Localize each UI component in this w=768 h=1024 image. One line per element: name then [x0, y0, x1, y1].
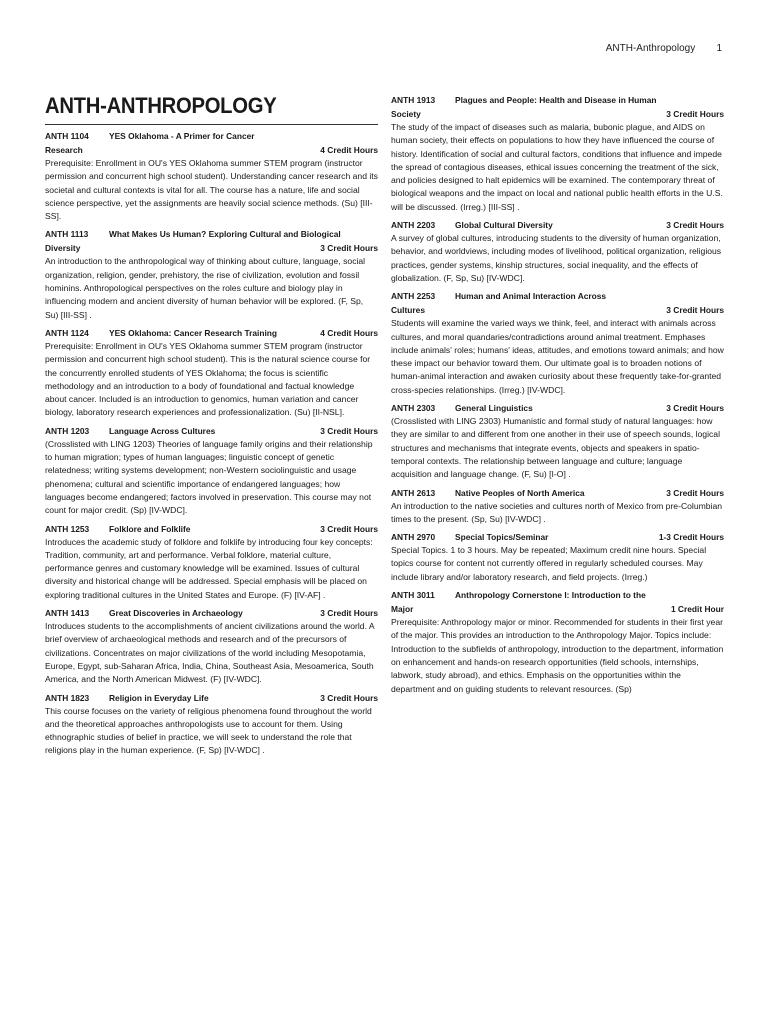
course-heading: [391, 530, 724, 544]
course-heading: [391, 93, 724, 121]
course-credits: 1-3 Credit Hours: [658, 532, 724, 543]
course-code: ANTH 2203: [391, 220, 436, 231]
course-title: Language Across Cultures: [109, 425, 216, 436]
course-heading: [391, 401, 724, 415]
course-code: ANTH 1823: [45, 692, 90, 703]
course-entry: [391, 401, 724, 481]
course-heading: [391, 588, 724, 616]
right-course-list: [391, 93, 724, 696]
course-title-continued: Cultures: [391, 305, 425, 316]
course-code: ANTH 1104: [45, 131, 89, 141]
course-description: Prerequisite: Anthropology major or minor. Recommended for students in their first year of the major. This provides an introduction to the Anthropology Major. Topics include: Introduction to the subfields of anthropology, introduction to the department, information on enhancement and hands-on research opportunities (field schools, internships, labwork, study abroad), and ethics. Emphasis on the opportunities within the department and on guiding students to relevant resources. (Sp): [391, 617, 724, 694]
course-heading: [45, 227, 378, 255]
course-credits: 3 Credit Hours: [320, 523, 378, 534]
course-entry: [391, 486, 724, 527]
course-description: (Crosslisted with LING 2303) Humanistic and formal study of natural languages: how they are similar to and different from one another in their use of speech sounds, logical structures and mechanisms that integrate events, objects and speakers in spatio-temporal contexts. The relationship between language and culture; language acquisition and language change. (F, Su) [I-O] .: [391, 416, 720, 480]
course-title: Anthropology Cornerstone I: Introduction to the: [455, 590, 646, 601]
course-title: Special Topics/Seminar: [455, 532, 549, 543]
course-heading: [391, 289, 724, 317]
course-heading: [391, 486, 724, 500]
course-title: Native Peoples of North America: [455, 487, 585, 498]
course-title: Great Discoveries in Archaeology: [109, 608, 243, 619]
course-code: ANTH 1113: [45, 229, 89, 240]
course-title: YES Oklahoma - A Primer for Cancer: [109, 131, 255, 141]
course-credits: 3 Credit Hours: [666, 109, 724, 119]
course-entry: [391, 93, 724, 214]
course-heading: [45, 326, 378, 340]
course-credits: 3 Credit Hours: [320, 608, 378, 619]
course-code: ANTH 3011: [391, 590, 435, 601]
course-entry: [45, 606, 378, 686]
course-credits: 3 Credit Hours: [666, 403, 724, 414]
course-entry: [45, 129, 378, 223]
course-description: Introduces students to the accomplishments of ancient civilizations around the world. A brief overview of archaeological methods and research and of the precursors of civilizations. Concentrates on major civilizations of the world including Mesopotamia, Europe, Egypt, sub-Saharan Africa, India, China, Southeast Asia, Mesoamerica, South America, and the North American Midwest. (F) [IV-WDC].: [45, 621, 375, 685]
course-credits: 4 Credit Hours: [320, 145, 378, 155]
course-credits: 3 Credit Hours: [666, 220, 724, 231]
course-title-continued: Research: [45, 145, 83, 155]
course-description: Prerequisite: Enrollment in OU's YES Oklahoma summer STEM program (instructor permission and concurrent high school student). Understanding cancer research and its societal and cultural contexts is vital for all. The course has a nature, life and social science perspective, yet the assignments are heavily social science methods. (Su) [III-SS].: [45, 158, 378, 222]
running-header: [0, 43, 722, 54]
course-code: ANTH 2303: [391, 403, 436, 414]
course-heading: [45, 424, 378, 438]
course-heading: [45, 129, 378, 157]
running-header-section: ANTH-Anthropology: [605, 43, 696, 54]
course-title-continued: Society: [391, 109, 421, 119]
course-code: ANTH 2970: [391, 532, 436, 543]
course-entry: [391, 588, 724, 696]
course-code: ANTH 1913: [391, 95, 436, 105]
course-description: The study of the impact of diseases such as malaria, bubonic plague, and AIDS on human society, their effects on populations to how they have influenced the course of history. Identification of social and cultural factors, conditions that influence and impede the spread of contagious diseases, ethical issues concerning the treatment of the sick, and policies designed to halt epidemics will be examined. The contemporary threat of biological weapons and the impact on local and national public health efforts in the U.S. will be discussed. (Irreg.) [III-SS] .: [391, 122, 723, 212]
course-title: Folklore and Folklife: [109, 523, 191, 534]
course-heading: [45, 522, 378, 536]
course-description: (Crosslisted with LING 1203) Theories of language family origins and their relationship to human migration; types of human languages; linguistic concept of genetic relatedness; writing systems development; non-Western sociolinguistic and usage phenomena; cultural and scientific importance of endangered languages; how languages become endangered; factors involved in preservation. This course may not count for major credit. (Sp) [IV-WDC].: [45, 438, 373, 516]
course-entry: [45, 522, 378, 602]
course-code: ANTH 1124: [45, 327, 89, 338]
course-title-continued: Major: [391, 604, 414, 615]
left-column: [45, 93, 378, 762]
course-credits: 4 Credit Hours: [320, 327, 378, 338]
course-credits: 3 Credit Hours: [320, 425, 378, 436]
course-credits: 3 Credit Hours: [666, 305, 724, 316]
course-code: ANTH 2613: [391, 487, 436, 498]
course-entry: [45, 424, 378, 518]
course-entry: [391, 530, 724, 584]
course-code: ANTH 1253: [45, 523, 90, 534]
page-title: ANTH-ANTHROPOLOGY: [45, 93, 378, 125]
course-heading: [45, 691, 378, 705]
page-number: 1: [716, 43, 722, 54]
course-title: Religion in Everyday Life: [109, 692, 209, 703]
course-entry: [391, 218, 724, 285]
course-description: Special Topics. 1 to 3 hours. May be repeated; Maximum credit nine hours. Special topics course for content not currently offered in regularly scheduled courses. May include library and/or laboratory research, and field projects. (Irreg.): [391, 545, 707, 582]
course-entry: [45, 326, 378, 420]
course-entry: [45, 227, 378, 321]
course-entry: [391, 289, 724, 397]
course-description: This course focuses on the variety of religious phenomena found throughout the world and the theoretical approaches anthropologists use to account for them. Using ethnographic studies of belief in practice, we will seek to understand the role that religions play in the human experience. (F, Sp) [IV-WDC] .: [45, 705, 372, 756]
course-credits: 3 Credit Hours: [320, 243, 378, 254]
course-title: Global Cultural Diversity: [455, 220, 553, 231]
course-description: Prerequisite: Enrollment in OU's YES Oklahoma summer STEM program (instructor permission and concurrent high school student). This is the natural science course for the concurrently enrolled students of YES Oklahoma; the focus is scientific methodology and an introduction to a body of foundational and factual knowledge about cancer. Included is an introduction to genomics, human variation and cancer biology, laboratory research experiences and professionalization. (Su) [II-NSL].: [45, 340, 371, 418]
course-code: ANTH 1203: [45, 425, 90, 436]
course-title: What Makes Us Human? Exploring Cultural and Biological: [109, 229, 341, 240]
right-column: [391, 93, 724, 700]
course-heading: [391, 218, 724, 232]
course-description: A survey of global cultures, introducing students to the diversity of human organization, behavior, and worldviews, including modes of livelihood, political organization, religious practices, gender systems, kinship structures, social inequality, and the effects of globalization. (F, Sp, Su) [IV-WDC].: [391, 233, 722, 283]
course-description: An introduction to the native societies and cultures north of Mexico from pre-Columbian times to the present. (Sp, Su) [IV-WDC] .: [391, 500, 723, 524]
course-description: An introduction to the anthropological way of thinking about culture, language, social organization, religion, gender, prehistory, the rise of civilization, evolution and fossil hominins. Anthropological perspectives on the roles culture and biology play in influencing modern and ancient diversity of human behavior will be explored. (F, Sp, Su) [III-SS] .: [45, 256, 366, 320]
course-description: Students will examine the varied ways we think, feel, and interact with animals across cultures, and moral quandaries/contradictions around animal treatment. Emphases include animals' roles; humans' ideas, attitudes, and emotions toward animals; and how these impact our behavior toward them. Our ultimate goal is to broaden notions of human-animal interaction and awaken curiosity about these frequently take-for-granted cross-species relationships. (Irreg.) [IV-WDC].: [391, 318, 724, 395]
course-title: YES Oklahoma: Cancer Research Training: [109, 327, 278, 338]
course-entry: [45, 691, 378, 758]
course-description: Introduces the academic study of folklore and folklife by introducing four key concepts: Tradition, community, art and performance. Verbal folklore, material culture, performance genres and customary knowledge will be examined. Issues of cultural diversity and historical change will be addressed. Special emphasis will be placed on exploring traditional cultures in the United States and Europe. (F) [IV-AF] .: [45, 536, 373, 600]
course-credits: 3 Credit Hours: [666, 487, 724, 498]
course-heading: [45, 606, 378, 620]
course-code: ANTH 2253: [391, 291, 436, 302]
course-code: ANTH 1413: [45, 608, 90, 619]
course-title: General Linguistics: [455, 403, 533, 414]
course-credits: 1 Credit Hour: [670, 604, 724, 615]
course-title: Plagues and People: Health and Disease in Human: [455, 95, 657, 105]
course-credits: 3 Credit Hours: [320, 692, 378, 703]
course-title: Human and Animal Interaction Across: [455, 291, 607, 302]
course-title-continued: Diversity: [45, 243, 81, 254]
left-course-list: [45, 129, 378, 758]
